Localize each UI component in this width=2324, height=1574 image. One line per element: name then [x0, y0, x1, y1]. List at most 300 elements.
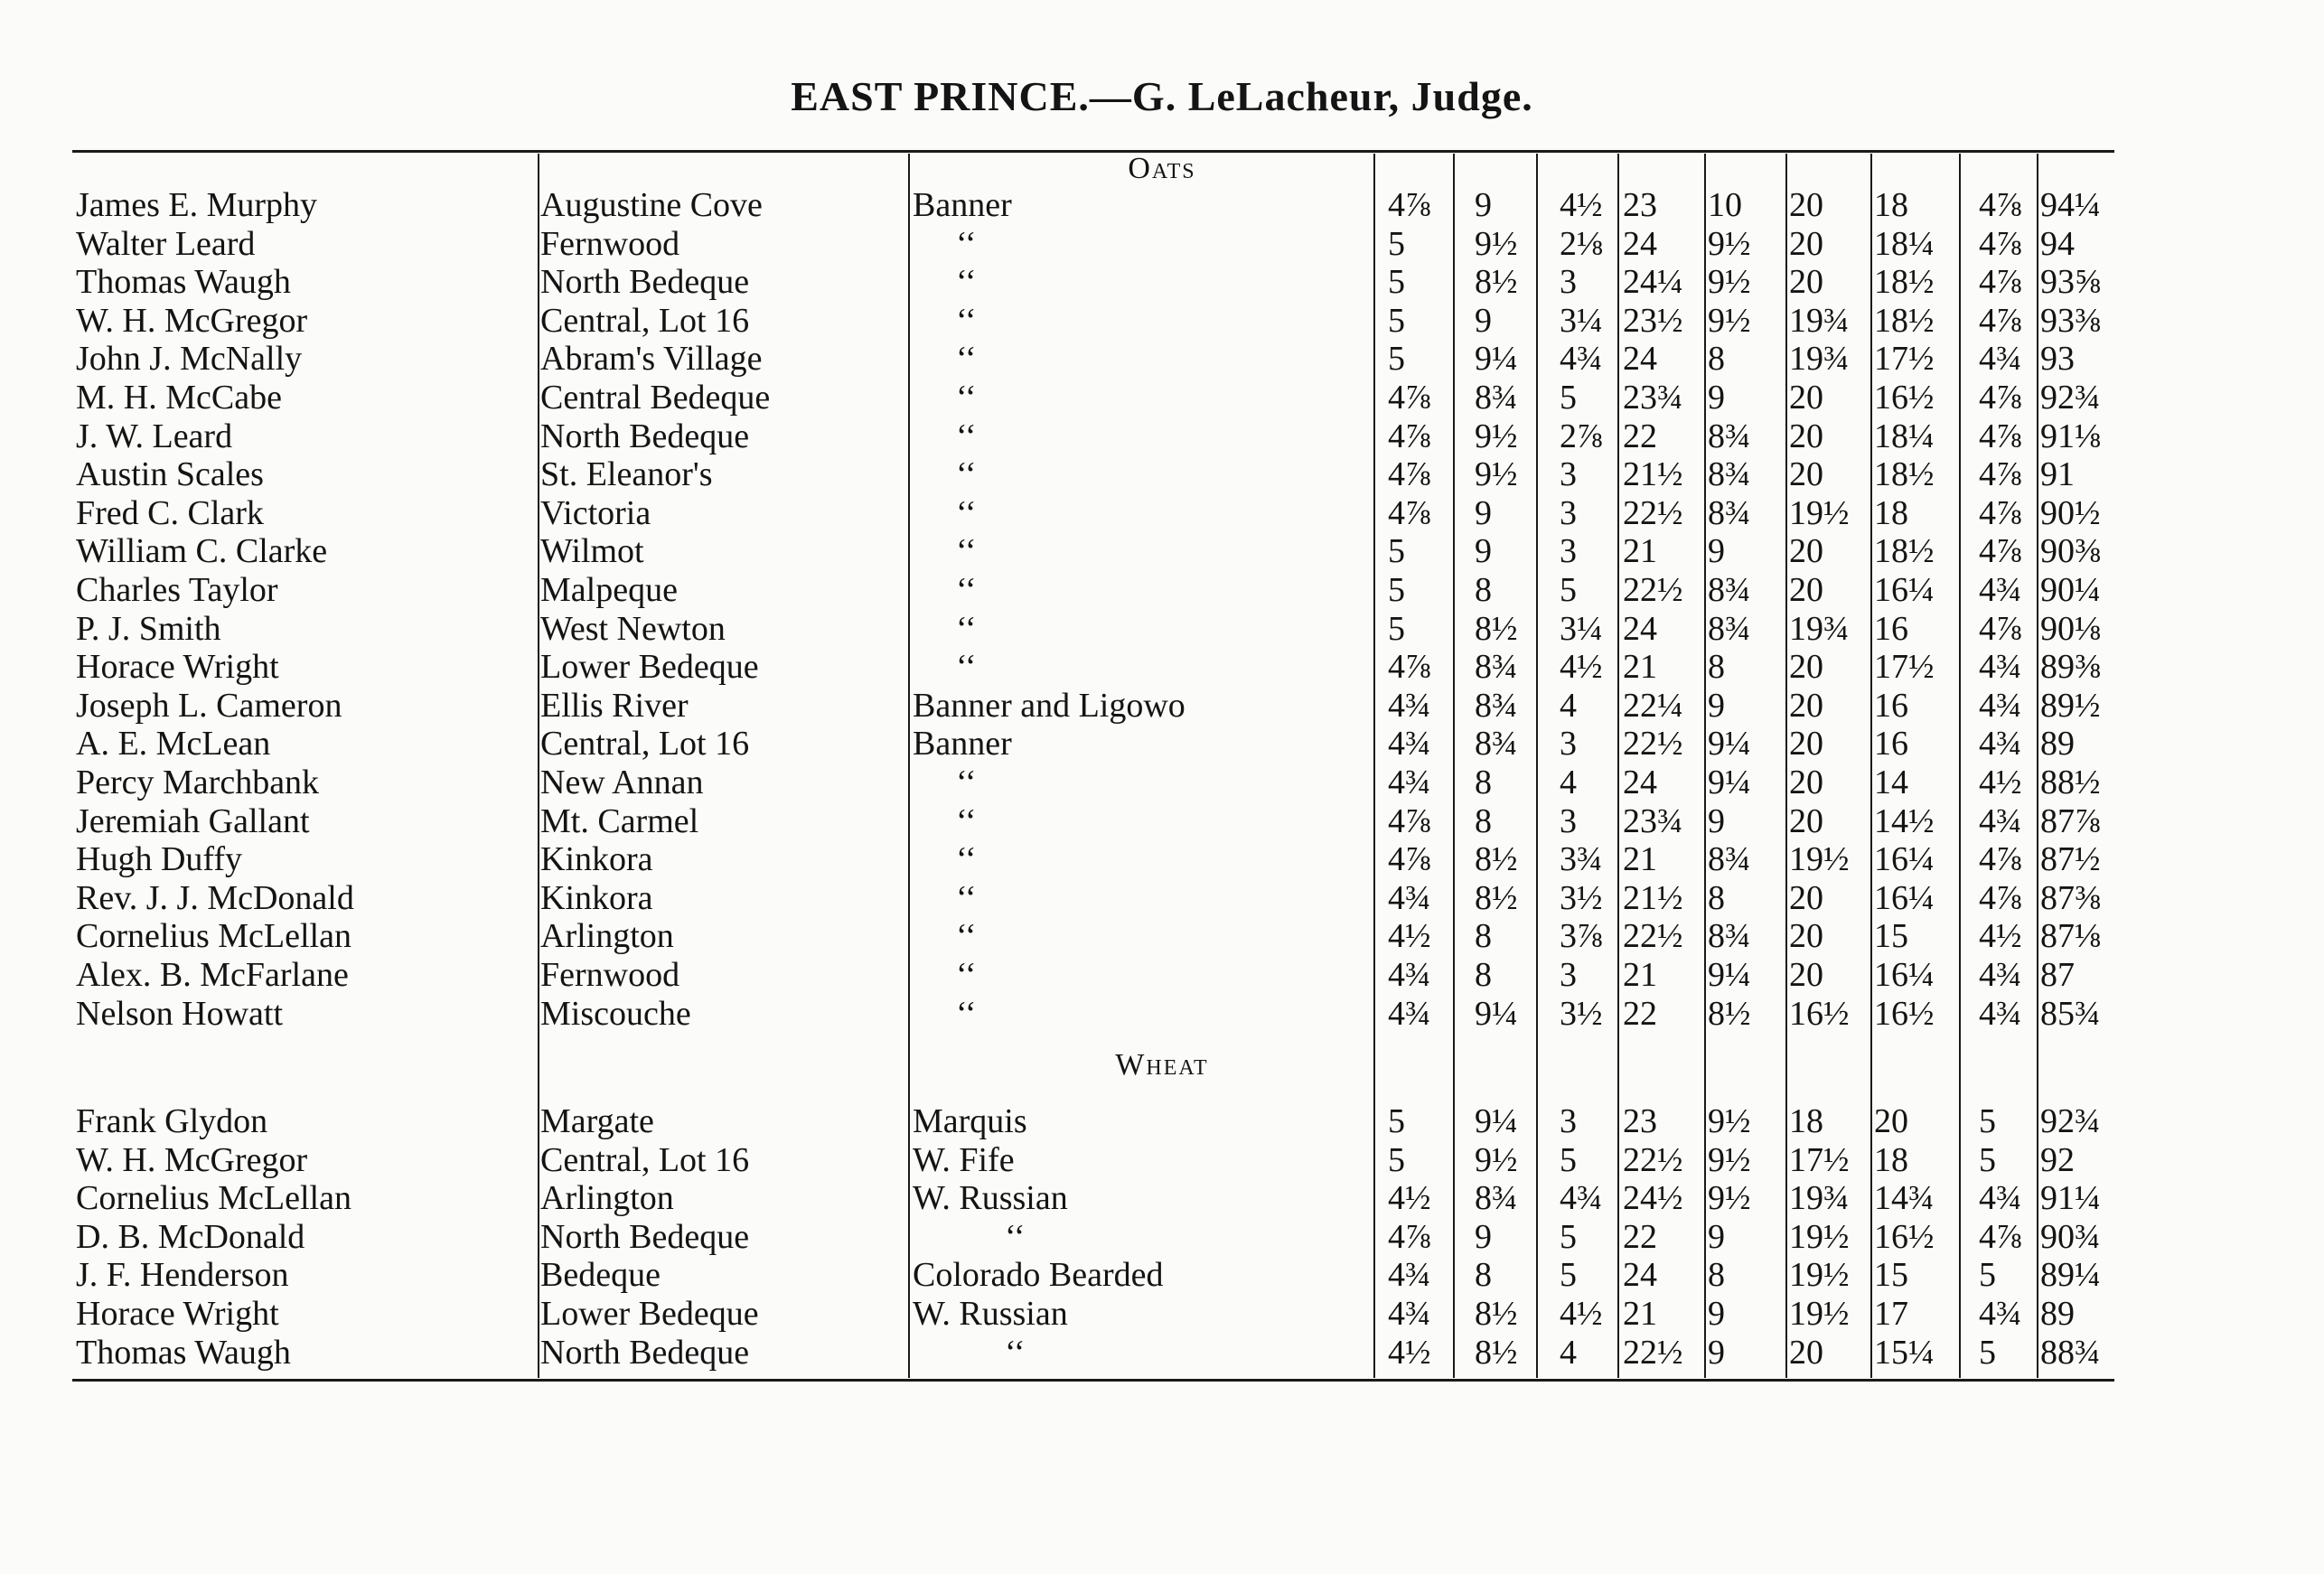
score-cell: 9½: [1708, 1140, 1751, 1179]
exhibitor-name: Hugh Duffy: [76, 840, 243, 879]
score-cell: 5: [1560, 571, 1577, 609]
score-cell: 9: [1708, 1295, 1725, 1333]
exhibitor-name: Nelson Howatt: [76, 994, 284, 1033]
score-cell: 23¾: [1623, 801, 1683, 840]
score-cell: 8¾: [1708, 417, 1751, 455]
score-cell: 5: [1388, 532, 1405, 571]
score-cell: 19½: [1789, 1217, 1850, 1256]
score-cell: 24: [1623, 340, 1657, 379]
table-row: [0, 1179, 2324, 1217]
exhibitor-location: Fernwood: [540, 956, 680, 994]
table-row: [0, 1218, 2324, 1256]
score-cell: 19¾: [1789, 1179, 1850, 1218]
variety: ‘‘: [956, 263, 977, 302]
variety: ‘‘: [956, 801, 977, 840]
exhibitor-name: James E. Murphy: [76, 186, 318, 224]
exhibitor-name: Frank Glydon: [76, 1102, 268, 1140]
score-cell: 8¾: [1708, 493, 1751, 532]
score-cell: 90½: [2040, 493, 2101, 532]
table-row: [0, 610, 2324, 648]
score-cell: 5: [1560, 1256, 1577, 1295]
score-cell: 8: [1475, 1256, 1492, 1295]
score-cell: 94¼: [2040, 186, 2101, 224]
score-cell: 19½: [1789, 1295, 1850, 1333]
score-cell: 89⅜: [2040, 648, 2101, 687]
score-cell: 93⅝: [2040, 263, 2101, 302]
score-cell: 9: [1475, 186, 1492, 224]
score-cell: 16½: [1874, 994, 1935, 1033]
score-cell: 15: [1874, 1256, 1908, 1295]
exhibitor-location: North Bedeque: [540, 417, 750, 455]
score-cell: 5: [1388, 263, 1405, 302]
score-cell: 4⅞: [1388, 648, 1431, 687]
score-cell: 4½: [1388, 1333, 1431, 1372]
table-row: [0, 879, 2324, 917]
score-cell: 14: [1874, 764, 1908, 801]
table-row: [0, 186, 2324, 224]
score-cell: 87: [2040, 956, 2075, 994]
exhibitor-location: Arlington: [540, 1179, 674, 1218]
score-cell: 20: [1789, 455, 1823, 494]
score-cell: 90⅜: [2040, 532, 2101, 571]
score-cell: 9: [1475, 301, 1492, 340]
exhibitor-location: Fernwood: [540, 224, 680, 263]
score-cell: 87½: [2040, 840, 2101, 879]
score-cell: 8: [1708, 648, 1725, 687]
score-cell: 10: [1708, 186, 1742, 224]
score-cell: 16¼: [1874, 840, 1935, 879]
score-cell: 8¾: [1475, 648, 1518, 687]
score-cell: 5: [1388, 571, 1405, 609]
score-cell: 23½: [1623, 301, 1683, 340]
score-cell: 4½: [1388, 917, 1431, 956]
score-cell: 17½: [1874, 340, 1935, 379]
score-cell: 8½: [1475, 878, 1518, 917]
table-row: [0, 725, 2324, 763]
score-cell: 15: [1874, 917, 1908, 956]
exhibitor-location: West Newton: [540, 609, 726, 648]
exhibitor-name: J. F. Henderson: [76, 1256, 289, 1295]
score-cell: 3¼: [1560, 301, 1603, 340]
score-cell: 14¾: [1874, 1179, 1935, 1218]
score-cell: 21: [1623, 840, 1657, 879]
score-cell: 4⅞: [1979, 417, 2022, 455]
score-cell: 4¾: [1979, 686, 2022, 725]
score-cell: 8: [1475, 801, 1492, 840]
score-cell: 4¾: [1388, 956, 1431, 994]
score-cell: 9½: [1475, 417, 1518, 455]
score-cell: 90¼: [2040, 571, 2101, 609]
exhibitor-name: Fred C. Clark: [76, 493, 264, 532]
score-cell: 4: [1560, 764, 1577, 801]
score-cell: 22½: [1623, 1140, 1683, 1179]
score-cell: 4⅞: [1388, 379, 1431, 417]
score-cell: 18½: [1874, 263, 1935, 302]
score-cell: 4¾: [1979, 994, 2022, 1033]
variety: ‘‘: [956, 340, 977, 379]
score-cell: 24: [1623, 224, 1657, 263]
variety: ‘‘: [1005, 1333, 1026, 1372]
variety: ‘‘: [956, 417, 977, 455]
exhibitor-location: North Bedeque: [540, 263, 750, 302]
score-cell: 4⅞: [1979, 1217, 2022, 1256]
variety: Banner: [913, 186, 1012, 224]
score-cell: 3: [1560, 725, 1577, 764]
score-cell: 9: [1708, 686, 1725, 725]
exhibitor-name: J. W. Leard: [76, 417, 233, 455]
exhibitor-location: Bedeque: [540, 1256, 661, 1295]
exhibitor-location: Central, Lot 16: [540, 301, 750, 340]
score-cell: 4⅞: [1388, 493, 1431, 532]
exhibitor-location: Margate: [540, 1102, 654, 1140]
exhibitor-location: North Bedeque: [540, 1333, 750, 1372]
variety: ‘‘: [956, 571, 977, 609]
exhibitor-name: Rev. J. J. McDonald: [76, 878, 354, 917]
score-cell: 4⅞: [1979, 224, 2022, 263]
score-cell: 91⅛: [2040, 417, 2101, 455]
score-cell: 3: [1560, 532, 1577, 571]
score-cell: 3: [1560, 493, 1577, 532]
score-cell: 8¾: [1475, 379, 1518, 417]
score-cell: 18½: [1874, 301, 1935, 340]
table-row: [0, 417, 2324, 455]
score-cell: 4½: [1979, 764, 2022, 801]
variety: ‘‘: [956, 493, 977, 532]
score-cell: 22¼: [1623, 686, 1683, 725]
score-cell: 16: [1874, 725, 1908, 764]
score-cell: 5: [1979, 1102, 1996, 1140]
exhibitor-name: Austin Scales: [76, 455, 264, 494]
variety: Marquis: [913, 1102, 1027, 1140]
exhibitor-name: Thomas Waugh: [76, 1333, 291, 1372]
score-cell: 4¾: [1979, 801, 2022, 840]
score-cell: 16: [1874, 686, 1908, 725]
score-cell: 21½: [1623, 455, 1683, 494]
score-cell: 5: [1560, 379, 1577, 417]
score-cell: 5: [1388, 340, 1405, 379]
exhibitor-location: Augustine Cove: [540, 186, 763, 224]
score-cell: 20: [1789, 917, 1823, 956]
variety: ‘‘: [956, 224, 977, 263]
score-cell: 20: [1789, 263, 1823, 302]
score-cell: 20: [1789, 725, 1823, 764]
exhibitor-location: Kinkora: [540, 840, 653, 879]
exhibitor-location: New Annan: [540, 764, 704, 801]
score-cell: 3: [1560, 801, 1577, 840]
score-cell: 4¾: [1388, 878, 1431, 917]
table-row: [0, 917, 2324, 955]
score-cell: 18: [1789, 1102, 1823, 1140]
score-cell: 9¼: [1475, 994, 1518, 1033]
score-cell: 5: [1388, 609, 1405, 648]
score-cell: 17½: [1874, 648, 1935, 687]
score-cell: 3: [1560, 956, 1577, 994]
score-cell: 20: [1874, 1102, 1908, 1140]
score-cell: 20: [1789, 878, 1823, 917]
score-cell: 3½: [1560, 878, 1603, 917]
score-cell: 9¼: [1708, 764, 1751, 801]
score-cell: 4⅞: [1979, 493, 2022, 532]
score-cell: 22: [1623, 417, 1657, 455]
score-cell: 4¾: [1979, 340, 2022, 379]
table-row: [0, 1102, 2324, 1140]
score-cell: 92: [2040, 1140, 2075, 1179]
score-cell: 8: [1708, 878, 1725, 917]
score-cell: 3: [1560, 263, 1577, 302]
exhibitor-location: St. Eleanor's: [540, 455, 713, 494]
table-row: [0, 1256, 2324, 1294]
score-cell: 14½: [1874, 801, 1935, 840]
exhibitor-location: Abram's Village: [540, 340, 763, 379]
exhibitor-name: William C. Clarke: [76, 532, 328, 571]
exhibitor-name: D. B. McDonald: [76, 1217, 305, 1256]
score-cell: 20: [1789, 186, 1823, 224]
score-cell: 4¾: [1388, 686, 1431, 725]
exhibitor-location: Malpeque: [540, 571, 678, 609]
score-cell: 22½: [1623, 571, 1683, 609]
score-cell: 23: [1623, 1102, 1657, 1140]
score-cell: 8: [1475, 571, 1492, 609]
table-row: [0, 225, 2324, 263]
exhibitor-name: Thomas Waugh: [76, 263, 291, 302]
section-heading: Oats: [1128, 152, 1196, 185]
score-cell: 4¾: [1979, 571, 2022, 609]
score-cell: 8¾: [1475, 686, 1518, 725]
score-cell: 9½: [1708, 224, 1751, 263]
score-cell: 87⅞: [2040, 801, 2101, 840]
score-cell: 17½: [1789, 1140, 1850, 1179]
score-cell: 4⅞: [1388, 840, 1431, 879]
exhibitor-location: Lower Bedeque: [540, 1295, 759, 1333]
score-cell: 8¾: [1708, 840, 1751, 879]
score-cell: 3: [1560, 1102, 1577, 1140]
exhibitor-name: M. H. McCabe: [76, 379, 282, 417]
score-cell: 9: [1708, 801, 1725, 840]
score-cell: 91: [2040, 455, 2075, 494]
score-cell: 4¾: [1388, 1256, 1431, 1295]
score-cell: 9½: [1475, 224, 1518, 263]
score-cell: 21: [1623, 1295, 1657, 1333]
score-cell: 16½: [1874, 379, 1935, 417]
exhibitor-name: John J. McNally: [76, 340, 303, 379]
score-cell: 4⅞: [1979, 263, 2022, 302]
score-cell: 8½: [1475, 263, 1518, 302]
score-cell: 18¼: [1874, 417, 1935, 455]
score-cell: 89¼: [2040, 1256, 2101, 1295]
score-cell: 20: [1789, 1333, 1823, 1372]
score-cell: 9¼: [1708, 725, 1751, 764]
score-cell: 9½: [1708, 1179, 1751, 1218]
score-cell: 88¾: [2040, 1333, 2101, 1372]
exhibitor-name: Charles Taylor: [76, 571, 278, 609]
score-cell: 19¾: [1789, 609, 1850, 648]
score-cell: 18¼: [1874, 224, 1935, 263]
score-cell: 3¼: [1560, 609, 1603, 648]
table-row: [0, 532, 2324, 570]
score-cell: 16¼: [1874, 571, 1935, 609]
score-cell: 4¾: [1388, 725, 1431, 764]
score-cell: 23¾: [1623, 379, 1683, 417]
exhibitor-location: Wilmot: [540, 532, 644, 571]
variety: ‘‘: [956, 764, 977, 801]
score-cell: 8: [1708, 1256, 1725, 1295]
score-cell: 24: [1623, 1256, 1657, 1295]
score-cell: 87⅜: [2040, 878, 2101, 917]
score-cell: 5: [1388, 1140, 1405, 1179]
score-cell: 93⅜: [2040, 301, 2101, 340]
exhibitor-name: P. J. Smith: [76, 609, 221, 648]
exhibitor-location: Lower Bedeque: [540, 648, 759, 687]
variety: W. Russian: [913, 1295, 1068, 1333]
table-row: [0, 687, 2324, 725]
variety: ‘‘: [956, 609, 977, 648]
score-cell: 18: [1874, 186, 1908, 224]
table-row: [0, 956, 2324, 994]
score-cell: 5: [1388, 224, 1405, 263]
score-cell: 4⅞: [1979, 379, 2022, 417]
score-cell: 5: [1979, 1333, 1996, 1372]
score-cell: 9½: [1475, 455, 1518, 494]
score-cell: 20: [1789, 686, 1823, 725]
exhibitor-name: Horace Wright: [76, 1295, 279, 1333]
score-cell: 5: [1979, 1256, 1996, 1295]
variety: ‘‘: [956, 532, 977, 571]
table-row: [0, 1334, 2324, 1372]
score-cell: 9: [1708, 1217, 1725, 1256]
exhibitor-location: Arlington: [540, 917, 674, 956]
score-cell: 2⅞: [1560, 417, 1603, 455]
variety: ‘‘: [956, 455, 977, 494]
score-cell: 94: [2040, 224, 2075, 263]
variety: ‘‘: [956, 648, 977, 687]
score-cell: 8¾: [1708, 455, 1751, 494]
score-cell: 19½: [1789, 840, 1850, 879]
variety: Banner and Ligowo: [913, 686, 1185, 725]
score-cell: 8½: [1708, 994, 1751, 1033]
score-cell: 4: [1560, 1333, 1577, 1372]
score-cell: 90¾: [2040, 1217, 2101, 1256]
score-cell: 16¼: [1874, 956, 1935, 994]
score-cell: 9¼: [1475, 1102, 1518, 1140]
score-cell: 9: [1475, 1217, 1492, 1256]
score-cell: 20: [1789, 956, 1823, 994]
variety: ‘‘: [956, 956, 977, 994]
score-cell: 85¾: [2040, 994, 2101, 1033]
score-cell: 20: [1789, 379, 1823, 417]
score-cell: 9¼: [1475, 340, 1518, 379]
score-cell: 16½: [1874, 1217, 1935, 1256]
variety: ‘‘: [956, 379, 977, 417]
score-cell: 18: [1874, 493, 1908, 532]
score-cell: 19¾: [1789, 301, 1850, 340]
score-cell: 4¾: [1560, 1179, 1603, 1218]
score-cell: 8¾: [1708, 571, 1751, 609]
exhibitor-name: Walter Leard: [76, 224, 256, 263]
section-heading: Wheat: [1115, 1048, 1209, 1082]
score-cell: 9¼: [1708, 956, 1751, 994]
score-cell: 4⅞: [1979, 609, 2022, 648]
table-row: [0, 571, 2324, 609]
score-cell: 2⅛: [1560, 224, 1603, 263]
score-cell: 20: [1789, 417, 1823, 455]
exhibitor-name: A. E. McLean: [76, 725, 271, 764]
score-cell: 8: [1475, 956, 1492, 994]
score-cell: 4⅞: [1979, 878, 2022, 917]
score-cell: 4¾: [1979, 1295, 2022, 1333]
exhibitor-location: Central, Lot 16: [540, 1140, 750, 1179]
score-cell: 88½: [2040, 764, 2101, 801]
score-cell: 20: [1789, 648, 1823, 687]
score-cell: 4⅞: [1388, 186, 1431, 224]
score-cell: 9: [1708, 379, 1725, 417]
exhibitor-location: North Bedeque: [540, 1217, 750, 1256]
exhibitor-name: Jeremiah Gallant: [76, 801, 310, 840]
score-cell: 18½: [1874, 455, 1935, 494]
exhibitor-name: Cornelius McLellan: [76, 917, 351, 956]
score-cell: 4⅞: [1388, 801, 1431, 840]
exhibitor-name: Percy Marchbank: [76, 764, 320, 801]
score-cell: 8½: [1475, 840, 1518, 879]
score-cell: 19½: [1789, 1256, 1850, 1295]
table-row: [0, 648, 2324, 686]
score-cell: 22½: [1623, 917, 1683, 956]
exhibitor-location: Central Bedeque: [540, 379, 771, 417]
score-cell: 9: [1475, 493, 1492, 532]
exhibitor-location: Ellis River: [540, 686, 689, 725]
score-cell: 16½: [1789, 994, 1850, 1033]
score-cell: 3½: [1560, 994, 1603, 1033]
score-cell: 23: [1623, 186, 1657, 224]
exhibitor-name: Horace Wright: [76, 648, 279, 687]
exhibitor-location: Kinkora: [540, 878, 653, 917]
score-cell: 8¾: [1708, 917, 1751, 956]
table-row: [0, 455, 2324, 493]
score-cell: 18½: [1874, 532, 1935, 571]
score-cell: 4½: [1560, 648, 1603, 687]
score-cell: 4¾: [1979, 956, 2022, 994]
score-cell: 20: [1789, 764, 1823, 801]
exhibitor-location: Central, Lot 16: [540, 725, 750, 764]
score-cell: 20: [1789, 801, 1823, 840]
score-cell: 24: [1623, 764, 1657, 801]
score-cell: 3⅞: [1560, 917, 1603, 956]
table-row: [0, 995, 2324, 1033]
score-cell: 92¾: [2040, 379, 2101, 417]
score-cell: 92¾: [2040, 1102, 2101, 1140]
score-cell: 24: [1623, 609, 1657, 648]
score-cell: 16: [1874, 609, 1908, 648]
variety: ‘‘: [956, 301, 977, 340]
score-cell: 4¾: [1560, 340, 1603, 379]
score-cell: 9: [1708, 1333, 1725, 1372]
score-cell: 4: [1560, 686, 1577, 725]
score-cell: 9½: [1708, 301, 1751, 340]
score-cell: 22: [1623, 1217, 1657, 1256]
exhibitor-name: Cornelius McLellan: [76, 1179, 351, 1218]
table-row: [0, 340, 2324, 378]
score-cell: 8¾: [1475, 725, 1518, 764]
score-cell: 93: [2040, 340, 2075, 379]
score-cell: 8: [1708, 340, 1725, 379]
score-cell: 89: [2040, 725, 2075, 764]
table-row: [0, 840, 2324, 878]
variety: Colorado Bearded: [913, 1256, 1164, 1295]
table-row: [0, 302, 2324, 340]
score-cell: 4½: [1388, 1179, 1431, 1218]
score-cell: 24¼: [1623, 263, 1683, 302]
exhibitor-name: Alex. B. McFarlane: [76, 956, 349, 994]
score-cell: 18: [1874, 1140, 1908, 1179]
